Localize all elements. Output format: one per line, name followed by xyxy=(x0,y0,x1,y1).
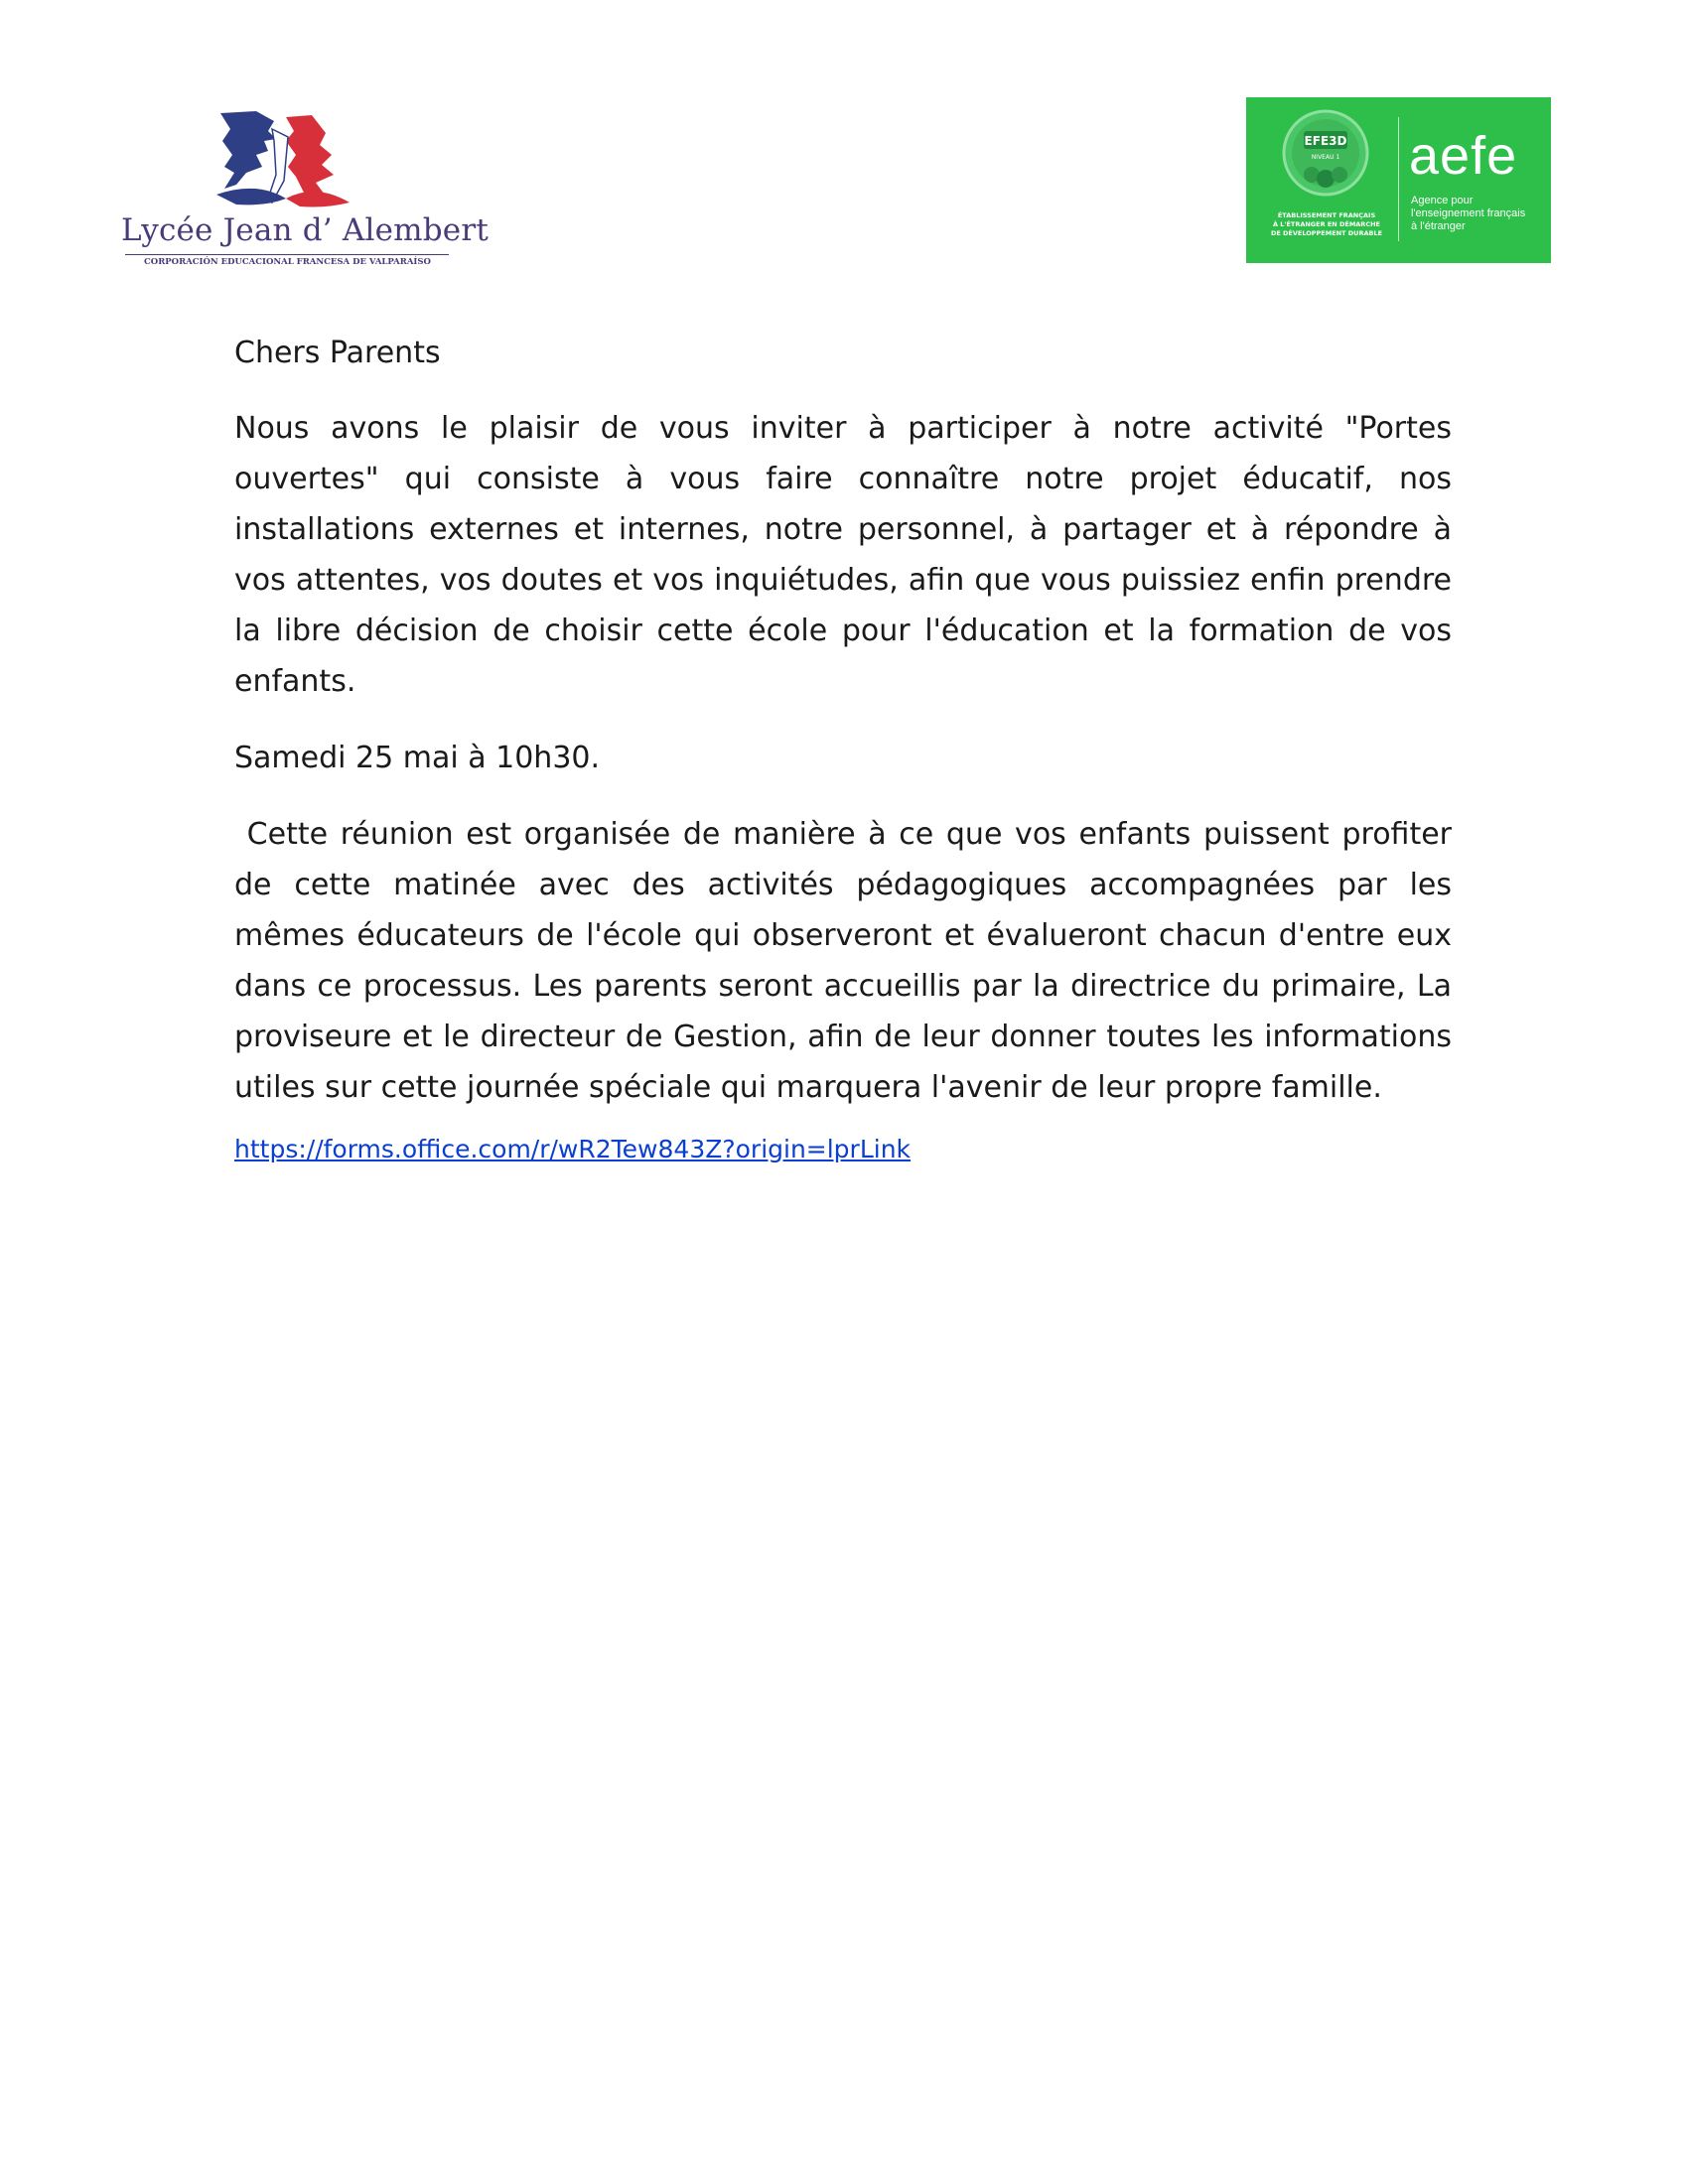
efe3d-title: EFE3D xyxy=(1304,134,1347,148)
aefe-logo xyxy=(1246,97,1551,263)
registration-link[interactable]: https://forms.office.com/r/wR2Tew843Z?origin=lprLink xyxy=(234,1135,912,1163)
paragraph-details: Cette réunion est organisée de manière à ce que vos enfants puissent profiter de cette matinée avec des activités pédagogiques accompagnées par les mêmes éducateurs de l'école qui observeront et évalueront chacun d'entre eux dans ce processus. Les parents seront accueillis par la directrice du primaire, La proviseure et le directeur de Gestion, afin de leur donner toutes les informations utiles sur cette journée spéciale qui marquera l'avenir de leur propre famille. xyxy=(234,817,1462,1105)
divider xyxy=(1398,117,1399,241)
event-date: Samedi 25 mai à 10h30. xyxy=(234,741,601,775)
greeting: Chers Parents xyxy=(234,336,441,370)
paragraph-invitation: Nous avons le plaisir de vous inviter à participer à notre activité "Portes ouvertes" qui consiste à vous faire connaître notre projet éducatif, nos installations externes et internes, notre personnel, à partager et à répondre à vos attentes, vos doutes et vos inquiétudes, afin que vous puissiez enfin prendre la libre décision de choisir cette école pour l'éducation et la formation de vos enfants. xyxy=(234,411,1452,699)
school-emblem-icon xyxy=(216,111,355,210)
school-logo xyxy=(121,111,489,270)
aefe-tagline: Agence pour l'enseignement français à l'étranger xyxy=(1411,195,1526,232)
efe3d-level: NIVEAU 1 xyxy=(1311,154,1340,161)
aefe-wordmark: aefe xyxy=(1409,126,1518,186)
letter-body xyxy=(234,328,1462,1173)
efe3d-caption: ÉTABLISSEMENT FRANÇAIS À L'ÉTRANGER EN DÉMARCHE DE DÉVELOPPEMENT DURABLE xyxy=(1270,211,1383,237)
school-subtitle: CORPORACIÓN EDUCACIONAL FRANCESA DE VALPARAÍSO xyxy=(144,257,431,267)
divider xyxy=(125,254,449,255)
school-name: Lycée Jean d’ Alembert xyxy=(121,212,489,248)
efe3d-badge-icon xyxy=(1282,109,1369,197)
